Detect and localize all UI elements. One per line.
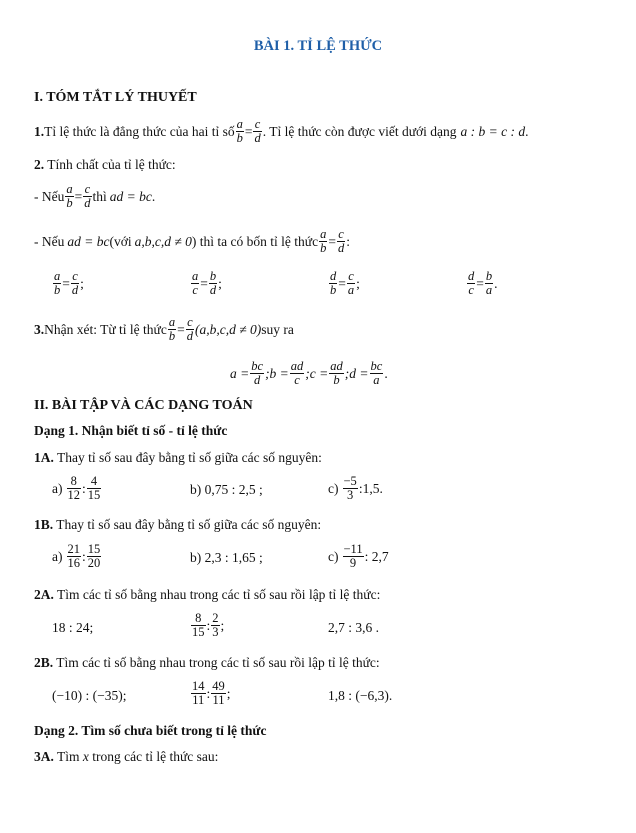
text: . Tỉ lệ thức còn được viết dưới dạng (262, 123, 457, 139)
proportion-1: $\frac{a}{b}$ = $\frac{c}{d}$ ; (54, 269, 84, 298)
proportion-3: $\frac{d}{b}$ = $\frac{c}{a}$ ; (330, 269, 360, 298)
exercise-1a: 1A. Thay tỉ số sau đây bằng tỉ số giữa các số nguyên: (34, 450, 322, 465)
math-expression: (a,b,c,d ≠ 0) (194, 321, 262, 337)
exercise-1b-a: a) $\frac{21}{16}$ : $\frac{15}{20}$ (52, 542, 101, 571)
theory-item-2 (34, 157, 176, 173)
proportion-4: $\frac{d}{c}$ = $\frac{b}{a}$ . (468, 269, 498, 298)
item-number: 2. (34, 157, 45, 172)
text: (với (109, 233, 132, 249)
math-expression: a,b,c,d ≠ 0 (134, 233, 192, 249)
fraction-c-d: $\frac{c}{d}$ (84, 182, 91, 211)
exercise-2b-item-3: 1,8 : (−6,3). (328, 688, 393, 703)
math-expression: ad = bc (67, 233, 110, 249)
fraction-a-b: $\frac{a}{b}$ (236, 117, 243, 146)
section-1-heading: I. TÓM TẮT LÝ THUYẾT (34, 90, 197, 105)
exercise-2b: 2B. Tìm các tỉ số bằng nhau trong các tỉ số sau rồi lập tỉ lệ thức: (34, 655, 380, 670)
text: Tỉ lệ thức là đẳng thức của hai tỉ số (44, 123, 235, 139)
exercise-2a-item-1: 18 : 24; (52, 620, 94, 635)
dang-2-heading: Dạng 2. Tìm số chưa biết trong tỉ lệ thức (34, 723, 267, 738)
math-expression: ad = bc (109, 188, 152, 204)
exercise-1b-b: b) 2,3 : 1,65 ; (190, 550, 263, 565)
fraction-c-d: $\frac{c}{d}$ (254, 117, 261, 146)
theory-item-1: 1. Tỉ lệ thức là đẳng thức của hai tỉ số $\frac{a}{b}$ = $\frac{c}{d}$ . Tỉ lệ thức còn được viết dưới dạng a : b = c : d . (34, 117, 529, 146)
text: . (525, 123, 529, 139)
text: suy ra (261, 321, 294, 337)
exercise-2b-item-2: $\frac{14}{11}$ : $\frac{49}{11}$ ; (192, 679, 231, 708)
fraction-a-b: $\frac{a}{b}$ (320, 227, 327, 256)
item-number: 1. (34, 123, 45, 139)
exercise-1a-b: b) 0,75 : 2,5 ; (190, 482, 263, 497)
section-2-heading: II. BÀI TẬP VÀ CÁC DẠNG TOÁN (34, 398, 253, 413)
property-1: - Nếu $\frac{a}{b}$ = $\frac{c}{d}$ thì ad = bc . (34, 182, 156, 211)
text: ) thì ta có bốn tỉ lệ thức (191, 233, 319, 249)
text: - Nếu (34, 188, 65, 204)
derived-equations: a = $\frac{bc}{d}$ ;b = $\frac{ad}{c}$ ;c = $\frac{ad}{b}$ ;d = $\frac{bc}{a}$ . (230, 359, 388, 388)
fraction-a-b: $\frac{a}{b}$ (66, 182, 73, 211)
math-expression: a : b = c : d (460, 123, 526, 139)
exercise-2a: 2A. Tìm các tỉ số bằng nhau trong các tỉ số sau rồi lập tỉ lệ thức: (34, 587, 381, 602)
exercise-1a-a: a) $\frac{8}{12}$ : $\frac{4}{15}$ (52, 474, 101, 503)
page-title: BÀI 1. TỈ LỆ THỨC (253, 38, 383, 54)
text: . (151, 188, 156, 204)
exercise-3a: 3A. Tìm x trong các tỉ lệ thức sau: (34, 749, 219, 764)
exercise-2b-item-1: (−10) : (−35); (52, 688, 127, 703)
exercise-2a-item-3: 2,7 : 3,6 . (328, 620, 380, 635)
theory-item-3: 3. Nhận xét: Từ tỉ lệ thức $\frac{a}{b}$ = $\frac{c}{d}$ (a,b,c,d ≠ 0) suy ra (34, 315, 294, 344)
fraction-c-d: $\frac{c}{d}$ (337, 227, 345, 256)
proportion-2: $\frac{a}{c}$ = $\frac{b}{d}$ ; (192, 269, 222, 298)
item-number: 3. (34, 321, 45, 337)
text: Tính chất của tỉ lệ thức: (44, 157, 176, 172)
exercise-1a-c: c) $\frac{-5}{3}$ :1,5. (328, 474, 383, 503)
text: Nhận xét: Từ tỉ lệ thức (44, 321, 167, 337)
dang-1-heading: Dạng 1. Nhận biết tỉ số - tỉ lệ thức (34, 423, 228, 438)
text: thì (92, 188, 107, 204)
exercise-2a-item-2: $\frac{8}{15}$ : $\frac{2}{3}$ ; (192, 611, 225, 640)
exercise-1b-c: c) $\frac{-11}{9}$ : 2,7 (328, 542, 389, 571)
exercise-1b: 1B. Thay tỉ số sau đây bằng tỉ số giữa các số nguyên: (34, 517, 322, 532)
property-2: - Nếu ad = bc (với a,b,c,d ≠ 0 ) thì ta có bốn tỉ lệ thức $\frac{a}{b}$ = $\frac{c}{d}$ : (34, 227, 350, 256)
text: : (346, 233, 350, 249)
text: - Nếu (34, 233, 65, 249)
